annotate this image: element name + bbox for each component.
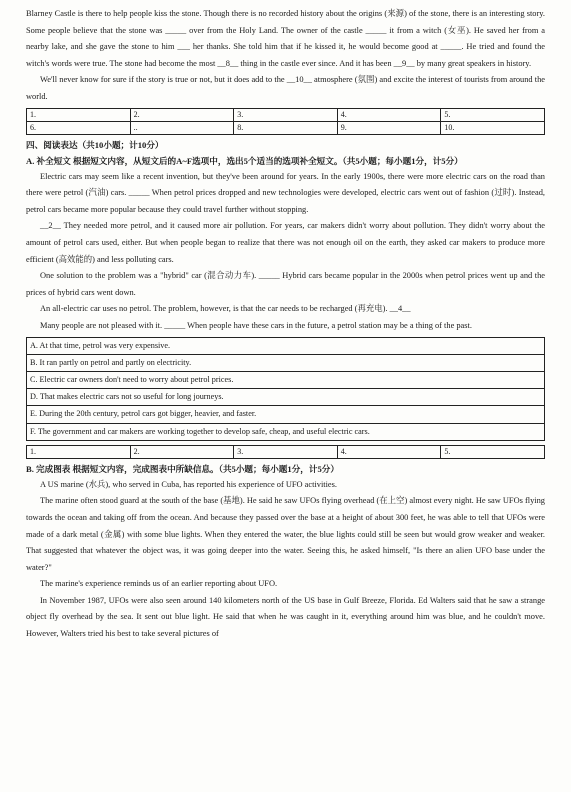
answer-cell: 6. — [27, 121, 131, 134]
passage-paragraph: Many people are not pleased with it. _____ When people have these cars in the future, a petrol station may be a thing of the past. — [40, 320, 472, 330]
cloze-passage — [26, 6, 545, 106]
table-row — [27, 108, 545, 121]
options-box — [26, 337, 545, 441]
answer-cell: 3. — [234, 108, 338, 121]
answer-cell: 5. — [441, 108, 545, 121]
passage-paragraph: An all-electric car uses no petrol. The problem, however, is that the car needs to be recharged (再充电). __4__ — [40, 304, 411, 314]
answer-cell: 1. — [27, 445, 131, 458]
table-row — [27, 445, 545, 458]
option-item: D. That makes electric cars not so useful for long journeys. — [27, 389, 544, 406]
answer-cell: 5. — [441, 445, 545, 458]
passage-paragraph: __2__ They needed more petrol, and it caused more air pollution. For years, car makers didn't worry about pollution. They didn't worry about the amount of petrol cars used, either. But when people began to realize that there was not enough oil on the earth, they asked car makers to produce more efficient (高效能的) and less polluting cars. — [26, 221, 545, 264]
passage-paragraph: In November 1987, UFOs were also seen around 140 kilometers north of the US base in Gulf Breeze, Florida. Ed Walters said that he saw a strange object fly overhead by the sea. It sent out blue light. He said that when he was caught in it, everything around him was blue, and he couldn't move. However, Walters tried his best to take several pictures of — [26, 595, 545, 639]
answer-cell: 2. — [130, 108, 234, 121]
passage-paragraph: One solution to the problem was a "hybrid" car (混合动力车). _____ Hybrid cars became popular in the 2000s when petrol prices went up and the prices of hybrid cars went down. — [26, 271, 545, 297]
answer-table-a — [26, 445, 545, 459]
passage-paragraph: The marine's experience reminds us of an earlier reporting about UFO. — [40, 579, 278, 589]
passage-paragraph: We'll never know for sure if the story is true or not, but it does add to the __10__ atmosphere (氛围) and excite the interest of tourists from around the world. — [26, 75, 545, 101]
passage-paragraph: A US marine (水兵), who served in Cuba, has reported his experience of UFO activities. — [40, 479, 338, 489]
section-title: 四、阅读表达（共10小题；计10分） — [26, 139, 164, 150]
answer-table-cloze — [26, 108, 545, 135]
answer-cell: 8. — [234, 121, 338, 134]
part-a-title: A. 补全短文 根据短文内容，从短文后的A~F选项中，选出5个适当的选项补全短文。（共5小题；每小题1分，计5分） — [26, 155, 463, 166]
answer-cell: .. — [130, 121, 234, 134]
option-item: F. The government and car makers are working together to develop safe, cheap, and useful electric cars. — [30, 426, 370, 436]
passage-paragraph: Blarney Castle is there to help people kiss the stone. Though there is no recorded history about the origins (来源) of the stone, there is an interesting story. Some people believe that the stone was _____ over from the Holy Land. The owner of the castle _____ it from a witch (女巫). He saved her from a nearby lake, and she gave the stone to him ___ her thanks. She told him that if he kissed it, he would become good at _____. He tried and found the witch's words were true. The stone had become the most __8__ thing in the castle ever since. And it has been __9__ by many great speakers in history. — [26, 9, 545, 68]
passage-paragraph: Electric cars may seem like a recent invention, but they've been around for years. In the early 1900s, there were more electric cars on the road than there were petrol (汽油) cars. _____ When petrol prices dropped and new technologies were developed, electric cars went out of fashion (过时). Instead, petrol cars became more popular because they could travel further without stopping. — [26, 171, 545, 214]
option-item: C. Electric car owners don't need to worry about petrol prices. — [27, 372, 544, 389]
passage-paragraph: The marine often stood guard at the south of the base (基地). He said he saw UFOs flying overhead (在上空) almost every night. He saw UFOs flying towards the ocean and taking off from the ocean. And because they passed over the base at a height of about 300 feet, he was able to tell that UFOs were made of a dark metal (金属) with some blue lights. When they entered the water, the blue lights could still be seen but would grow weaker and weaker. That suggested that whatever the object was, it was going deeper into the water. Seeing this, he asked himself, "Is there an alien UFO base under the water?" — [26, 496, 545, 572]
option-item: A. At that time, petrol was very expensive. — [27, 338, 544, 355]
table-row — [27, 121, 545, 134]
answer-cell: 4. — [337, 108, 441, 121]
option-item: E. During the 20th century, petrol cars got bigger, heavier, and faster. — [27, 406, 544, 423]
reading-passage-b — [26, 477, 545, 643]
reading-passage-a — [26, 169, 545, 335]
answer-cell: 10. — [441, 121, 545, 134]
answer-cell: 4. — [337, 445, 441, 458]
answer-cell: 9. — [337, 121, 441, 134]
answer-cell: 3. — [234, 445, 338, 458]
answer-cell: 1. — [27, 108, 131, 121]
answer-cell: 2. — [130, 445, 234, 458]
part-b-title: B. 完成图表 根据短文内容，完成图表中所缺信息。（共5小题；每小题1分，计5分） — [26, 463, 339, 474]
option-item: B. It ran partly on petrol and partly on electricity. — [27, 355, 544, 372]
